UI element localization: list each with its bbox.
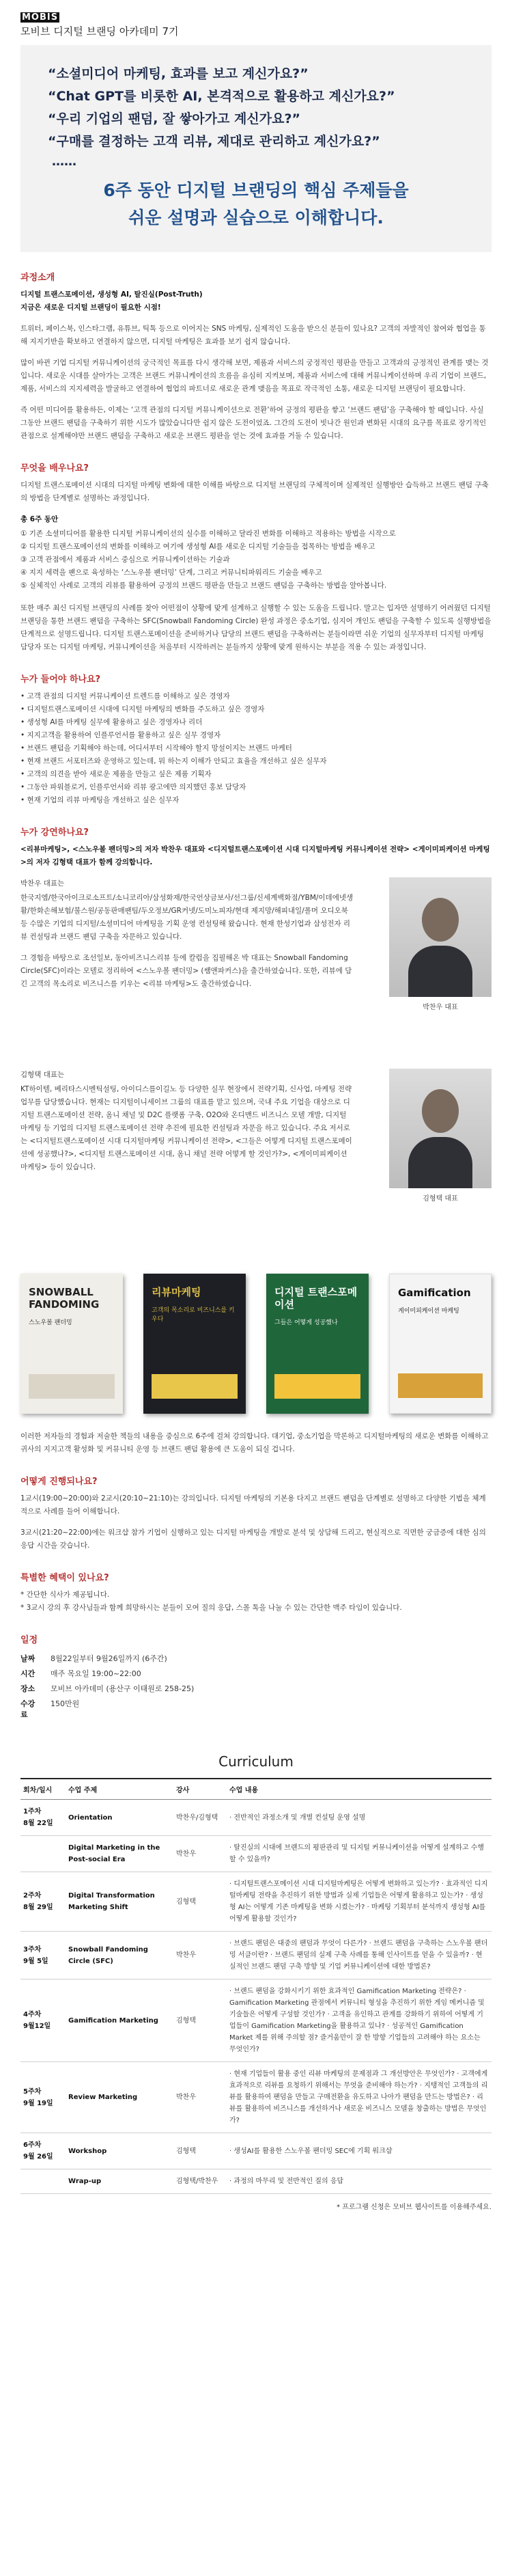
portrait-image (389, 1069, 492, 1188)
curriculum-title: Curriculum (218, 1753, 294, 1770)
content-cell: · 생성AI를 활용한 스노우볼 팬더밍 SEC에 기획 워크샵 (227, 2133, 492, 2169)
benefit-item: * 간단한 식사가 제공됩니다. (20, 1591, 110, 1599)
overview-paragraph: 즉 어떤 미디어를 활용하든, 이제는 ‘고객 관점의 디지털 커뮤니케이션으로 전환’하여 긍정의 평판을 쌓고 ‘브랜드 팬덤’을 구축해야 할 때입니다. 사실 그동안 브랜드 팬덤을 구축하기 위한 시도가 많았습니다만 쉽지 않은 도전이었죠. 그간의 도전이 빗나간 원인과 변화된 시대의 요구를 목표로 장기적인 관점으로 설계해야만 브랜드 팬덤을 구축하고 새로운 브랜드 평판을 얻는 것에 효과를 거둘 수 있습니다. (20, 406, 487, 440)
hero-question: “구매를 결정하는 고객 리뷰, 제대로 관리하고 계신가요?” (48, 134, 380, 149)
table-header-row (20, 1779, 492, 1800)
section-title: 무엇을 배우나요? (20, 463, 89, 474)
round-label: 3주차 (23, 1945, 42, 1954)
instructor-cell: 김형택/박찬우 (173, 2169, 227, 2194)
round-cell (20, 1979, 66, 2062)
subject-cell: Snowball Fandoming Circle (SFC) (66, 1932, 173, 1979)
round-cell (20, 1800, 66, 1836)
book-title: Gamification (398, 1287, 471, 1299)
book-cover (20, 1274, 123, 1414)
learn-item: ④ 지지 세력을 팬으로 육성하는 ‘스노우볼 팬더밍’ 단계, 그리고 커뮤니티파워리드 기술을 배우고 (20, 568, 322, 577)
column-header: 수업 주제 (66, 1779, 173, 1800)
book-title: 디지털 트랜스포메이션 (274, 1286, 358, 1311)
instructor-cell: 김형택 (173, 1872, 227, 1932)
instructor-name: 김형택 대표는 (20, 1071, 65, 1079)
subject-cell: Workshop (66, 2133, 173, 2169)
subject-cell: Wrap-up (66, 2169, 173, 2194)
instructor-text (20, 877, 355, 991)
overview-lead (20, 288, 492, 301)
instructor-name: 박찬우 대표는 (20, 879, 65, 888)
portrait-image (389, 877, 492, 997)
hero-main-line: 쉬운 설명과 실습으로 이해합니다. (128, 208, 384, 228)
instructor-bio: KT하이텔, 베리타스시멘틱설팅, 아이디스를이길노 등 다양한 실무 현장에서 전략기획, 신사업, 마케팅 전략 업무를 담당했습니다. 현재는 디지털이니세이브 그룹의 대표를 맡고 있으며, 국내 주요 기업을 대상으로 디지털 트랜스포메이션 전략, 옴니 채널 및 D2C 플랫폼 구축, O2O와 온디맨드 비즈니스 모델 개발, 디지털 마케팅 등 기업의 디지털 트랜스포메이션 전략 추진에 필요한 컨설팅과 자문을 하고 있습니다. 주요 저서로는 <디지털트랜스포메이션 시대 디지털마케팅 커뮤니케이션 전략>, <그들은 어떻게 디지털 트랜스포메이션에 성공했나?>, <디지털 트랜스포메이션 시대, 옴니 채널 전략 어떻게 할 것인가?>, <게이미피케이션 마케팅> 등이 있습니다. (20, 1085, 352, 1171)
book-covers (20, 1274, 492, 1414)
hero-question: “소셜미디어 마케팅, 효과를 보고 계신가요?” (48, 66, 309, 81)
overview-lead (20, 301, 492, 314)
content-cell: · 전반적인 과정소개 및 개별 컨설팅 운영 설명 (227, 1800, 492, 1836)
section-title: 특별한 혜택이 있나요? (20, 1573, 109, 1583)
round-date: 9월 5일 (23, 1957, 48, 1965)
audience-item: • 생성형 AI를 마케팅 실무에 활용하고 싶은 경영자나 리더 (20, 718, 203, 726)
table-row (20, 1979, 492, 2062)
round-date: 8월 29일 (23, 1904, 53, 1911)
subject-cell: Digital Transformation Marketing Shift (66, 1872, 173, 1932)
table-row (20, 1836, 492, 1872)
method-paragraph: 1교시(19:00~20:00)와 2교시(20:10~21:10)는 강의입니다. 디지털 마케팅의 기본용 다지고 브랜드 팬덤을 단계별로 설명하고 다양한 기법을 체계적으로 사례를 들어 이해합니다. (20, 1494, 486, 1516)
column-header: 수업 내용 (227, 1779, 492, 1800)
instructor-cell: 박찬우 (173, 1836, 227, 1872)
curriculum-section (20, 1753, 492, 2211)
schedule-value: 매주 목요일 19:00~22:00 (51, 1669, 141, 1678)
table-row (20, 2062, 492, 2133)
book-cover (389, 1274, 492, 1414)
subject-cell: Gamification Marketing (66, 1979, 173, 2062)
schedule-key: 시간 (20, 1669, 35, 1678)
learn-item: ① 기존 소셜미디어를 활용한 디지털 커뮤니케이션의 실수를 이해하고 달라진 변화를 이해하고 적용하는 방법을 시작으로 (20, 530, 396, 538)
learn-section (20, 461, 492, 654)
book-title: 리뷰마케팅 (152, 1286, 201, 1298)
audience-item: • 디지털트랜스포메이션 시대에 디지털 마케팅의 변화를 주도하고 싶은 경영자 (20, 705, 265, 713)
schedule-value: 150만원 (51, 1699, 80, 1708)
schedule-row (20, 1666, 203, 1681)
instructor-cell: 박찬우 (173, 1932, 227, 1979)
instructor-text (20, 1069, 355, 1174)
benefit-item: * 3교시 강의 후 강사님들과 함께 희망하시는 분들이 모여 질의 응답, 스몰 톡을 나눌 수 있는 간단한 맥주 타임이 있습니다. (20, 1604, 402, 1612)
section-title: 과정소개 (20, 273, 55, 283)
section-title: 어떻게 진행되나요? (20, 1477, 98, 1487)
content-cell: · 브랜드 팬덤은 대중의 팬덤과 무엇이 다른가? · 브랜드 팬덤을 구축하는 스노우볼 팬더밍 서클이란? · 브랜드 팬덤의 실제 구축 사례를 통해 인사이트를 얻을 수 있을까? · 현실적인 브랜드 팬덤 구축 방향 및 기업 커뮤니케이션에 대한 방법론? (227, 1932, 492, 1979)
hero-main-line: 6주 동안 디지털 브랜딩의 핵심 주제들을 (103, 180, 409, 200)
book-cover (143, 1274, 246, 1414)
round-cell (20, 2062, 66, 2133)
subject-cell: Orientation (66, 1800, 173, 1836)
schedule-key: 날짜 (20, 1654, 35, 1663)
instructors-section (20, 825, 492, 1456)
round-date: 9월 19일 (23, 2099, 53, 2107)
instructor-bio: 그 경험을 바탕으로 조선일보, 동아비즈니스리뷰 등에 칼럼을 집필해온 박 대표는 Snowball Fandoming Circle(SFC)이라는 모델로 정리하여 <스노우볼 팬더밍> (쌤앤파커스)을 출간하였습니다. 또한, 리뷰에 담긴 고객의 목소리로 비즈니스를 키우는 <리뷰 마케팅>도 출간하였습니다. (20, 954, 352, 988)
section-title: 누가 들어야 하나요? (20, 674, 101, 685)
audience-section (20, 672, 492, 807)
learn-intro: 디지털 트랜스포메이션 시대의 디지털 마케팅 변화에 대한 이해를 바탕으로 디지털 브랜딩의 구체적이며 실제적인 실행방안 습득하고 브랜드 팬덤 구축의 방법을 단계별로 설명하는 과정입니다. (20, 481, 489, 502)
table-row (20, 1932, 492, 1979)
audience-item: • 브랜드 팬덤을 기획해야 하는데, 어디서부터 시작해야 할지 망설이지는 브랜드 마케터 (20, 744, 292, 752)
learn-item: ⑤ 실체적인 사례로 고객의 리뷰를 활용하여 긍정의 브랜드 평판을 만들고 브랜드 팬덤을 구축하는 방법을 알아봅니다. (20, 581, 387, 590)
schedule-section (20, 1632, 492, 1722)
instructor-photo (389, 1069, 492, 1203)
hero-question: “Chat GPT를 비롯한 AI, 본격적으로 활용하고 계신가요?” (48, 89, 395, 104)
round-cell (20, 1932, 66, 1979)
round-cell (20, 1872, 66, 1932)
hero-banner (20, 45, 492, 252)
instructor-cell: 김형택 (173, 1979, 227, 2062)
book-subtitle: 게이미피케이션 마케팅 (398, 1308, 459, 1315)
instructor-profile-park (20, 877, 492, 1069)
course-title: 모비브 디지털 브랜딩 아카데미 7기 (20, 25, 179, 38)
instructor-photo (389, 877, 492, 1011)
schedule-key: 수강료 (20, 1699, 35, 1719)
schedule-key: 장소 (20, 1684, 35, 1693)
schedule-value: 모비브 아카데미 (용산구 이태원로 258-25) (51, 1684, 195, 1693)
round-date: 9월12일 (23, 2023, 51, 2030)
overview-lead-2: 지금은 새로운 디지털 브랜딩이 필요한 시점! (20, 303, 161, 312)
learn-count: 총 6주 동안 (20, 515, 59, 523)
book-subtitle: 스노우볼 팬더밍 (29, 1319, 72, 1326)
overview-section (20, 270, 492, 443)
schedule-row (20, 1696, 203, 1722)
schedule-row (20, 1651, 203, 1666)
section-title: 일정 (20, 1635, 38, 1645)
round-label: 1주차 (23, 1808, 42, 1815)
round-date: 8월 22일 (23, 1820, 53, 1827)
round-date: 9월 26일 (23, 2153, 53, 2161)
method-section (20, 1474, 492, 1552)
audience-item: • 현재 브랜드 서포터즈와 운영하고 있는데, 뭐 하는지 이해가 안되고 효율을 개선하고 싶은 실무자 (20, 757, 327, 765)
section-title: 누가 강연하나요? (20, 827, 89, 838)
learn-item: ② 디지털 트랜스포메이션의 변화를 이해하고 여기에 생성형 AI를 새로운 디지털 기술들을 접목하는 방법을 배우고 (20, 543, 375, 551)
table-row (20, 2133, 492, 2169)
photo-caption: 김형택 대표 (423, 1195, 458, 1203)
book-subtitle: 고객의 목소리로 비즈니스를 키우다 (152, 1307, 235, 1323)
round-label: 6주차 (23, 2141, 42, 2149)
round-cell (20, 2133, 66, 2169)
schedule-value: 8월22일부터 9월26일까지 (6주간) (51, 1654, 167, 1663)
instructor-profile-kim (20, 1069, 492, 1260)
audience-item: • 지지고객을 활용하여 인플루언서를 활용하고 싶은 실무 경영자 (20, 731, 221, 739)
instructor-cell: 김형택 (173, 2133, 227, 2169)
round-label: 5주차 (23, 2087, 42, 2096)
schedule-table (20, 1651, 203, 1722)
audience-item: • 고객 관점의 디지털 커뮤니케이션 트렌드를 이해하고 싶은 경영자 (20, 692, 230, 700)
table-row (20, 1872, 492, 1932)
instructor-bio: 한국지엠/한국아이크로소프트/소니코리아/삼성화재/한국언상금보사/선그룹/신세계백화점/YBM/이데에넷생활/한화손해보험/불스원/공동판매팬팀/두오정보/GR커넷/도미노피자/현대 제지망/해피내일/폴머 오디오북 등 수많은 기업의 디지털/소셜미디어 마케팅을 기획 운영 컨설팅해 왔습니다. 현재 한성기업과 삼성전자 리뷰 컨설팅과 브랜드 팬덤 구축을 자문하고 있습니다. (20, 894, 354, 941)
hero-ellipsis: …… (52, 154, 76, 169)
content-cell: · 브랜드 팬덤을 강화시키기 위한 효과적인 Gamification Marketing 전략은? · Gamification Marketing 관점에서 커뮤니티 형성을 추진하기 위한 게임 메커니즘 및 기술들은 어떻게 구성할 것인가? · 고객을 유인하고 관계를 강화하기 위하여 어떻게 기업들이 Gamification Marketing을 활용하고 있나? · 성공적인 Gamification Market 제를 위해 주의할 점? 즐거움만이 잘 한 방향 기업들의 고려해야 하는 요소는 무엇인가? (227, 1979, 492, 2062)
audience-item: • 현재 기업의 리뷰 마케팅을 개선하고 싶은 실무자 (20, 796, 180, 804)
round-label: 2주차 (23, 1892, 42, 1900)
schedule-row (20, 1681, 203, 1696)
overview-lead-1: 디지털 트랜스포메이션, 생성형 AI, 탈진실(Post-Truth) (20, 290, 203, 299)
round-label: 4주차 (23, 2011, 42, 2018)
curriculum-table (20, 1778, 492, 2194)
footnote: * 프로그램 신청은 모비브 웹사이트를 이용해주세요. (337, 2204, 492, 2211)
learn-item: ③ 고객 관점에서 제품과 서비스 중심으로 커뮤니케이션하는 기술과 (20, 556, 230, 564)
overview-paragraph: 트위터, 페이스북, 인스타그램, 유튜브, 틱톡 등으로 이어지는 SNS 마케팅, 실제적인 도움을 받으신 분들이 있나요? 고객의 자발적인 참여와 협업을 통해 지지기반을 확보하고 연결하지 않으면, 디지털 마케팅은 효과를 보기 쉽지 않습니다. (20, 325, 486, 346)
audience-item: • 그동안 파워블로거, 인플루언서와 리뷰 광고에만 의지했던 홍보 담당자 (20, 783, 246, 791)
instructors-intro: <리뷰마케팅>, <스노우볼 팬더밍>의 저자 박찬우 대표와 <디지털트랜스포메이션 시대 디지털마케팅 커뮤니케이션 전략> <게이미피케이션 마케팅>의 저자 김형택 대표가 함께 강의합니다. (20, 845, 490, 866)
content-cell: · 과정의 마무리 및 전반적인 질의 응답 (227, 2169, 492, 2194)
table-row (20, 1800, 492, 1836)
logo (20, 12, 492, 23)
hero-question: “우리 기업의 팬덤, 잘 쌓아가고 계신가요?” (48, 111, 300, 126)
content-cell: · 현재 기업들이 활용 중인 리뷰 마케팅의 문제점과 그 개선방안은 무엇인가? · 고객에게 효과적으로 리뷰를 요청하기 위해서는 무엇을 준비해야 하는가? · 지탱적인 고객들의 리뷰를 활용하여 팬덤을 만들고 구매전환을 유도하고 나아가 팬덤을 만드는 방법은? · 리뷰를 활용하여 비즈니스를 개선하거나 새로운 비즈니스 모델을 창출하는 방법은 무엇인가? (227, 2062, 492, 2133)
book-cover (266, 1274, 369, 1414)
overview-paragraph: 많이 바뀐 기업 디지털 커뮤니케이션의 궁극적인 목표를 다시 생각해 보면, 제품과 서비스의 궁정적인 평판을 만들고 고객과의 긍정적인 관계를 맺는 것입니다. 새로운 시대를 살아가는 고객은 브랜드 커뮤니케이션의 흐름을 유심히 지켜보며, 제품과 서비스에 대해 커뮤니케이션하며 우리 기업이 브랜드, 제품, 서비스의 지지세력을 발굴하고 연결하여 협업의 파트너로 새로운 관계 맺음을 목표로 작극적인 소통, 새로운 디지털 브랜딩이 필요합니다. (20, 359, 489, 393)
subject-cell: Review Marketing (66, 2062, 173, 2133)
benefit-section (20, 1570, 492, 1615)
audience-item: • 고객의 의견을 받아 새로운 제품을 만들고 싶은 제품 기획자 (20, 770, 212, 778)
column-header: 회차/일시 (20, 1779, 66, 1800)
page-header (20, 12, 492, 38)
instructors-closing: 이러한 저자들의 경험과 저술한 책들의 내용을 중심으로 6주에 걸쳐 강의합니다. 대기업, 중소기업을 막론하고 디지털마케팅의 새로운 변화를 이해하고 귀사의 지지고객 활성화 및 커뮤니티 운영 등 브랜드 팬덤 활용에 큰 도움이 되실 겁니다. (20, 1432, 489, 1453)
instructor-cell: 박찬우/김형택 (173, 1800, 227, 1836)
column-header: 강사 (173, 1779, 227, 1800)
instructor-cell: 박찬우 (173, 2062, 227, 2133)
table-row (20, 2169, 492, 2194)
round-cell (20, 1836, 66, 1872)
photo-caption: 박찬우 대표 (423, 1004, 458, 1011)
book-title: SNOWBALL FANDOMING (29, 1286, 100, 1311)
logo-text: MOBIS (22, 12, 59, 23)
subject-cell: Digital Marketing in the Post-social Era (66, 1836, 173, 1872)
book-subtitle: 그들은 어떻게 성공했나 (274, 1319, 338, 1326)
learn-paragraph: 또한 매주 최신 디지털 브랜딩의 사례를 찾아 어떤점이 상황에 맞게 설계하고 실행할 수 있는 도움을 드립니다. 말고는 입자만 설명하기 어려웠던 디지털 브랜딩을 통한 브랜드 팬덤을 구축하는 SFC(Snowball Fandoming Circle) 완성 과정은 중소기업, 심지어 개인도 팬덤을 구축할 수 있도록 실행방법을 단계적으로 설명드립니다. 디지털 트랜스포메이션을 준비하거나 담당의 브랜드 팬덤을 구축하려는 분들이라면 쉬운 기업의 실무자부터 디지털 마케팅 담당자 또는 디지털 마케팅, 커뮤니케이션을 처음부터 시작하려는 분들까지 상황에 맞게 원하시는 부분을 적용 수 있는 과정입니다. (20, 604, 492, 651)
method-paragraph: 3교시(21:20~22:00)에는 워크샵 참가 기업이 실행하고 있는 디지털 마케팅을 개발로 분석 및 상담해 드리고, 현실적으로 직면한 궁금증에 대한 심의 응답 시간을 갖습니다. (20, 1529, 486, 1550)
content-cell: · 디지털트랜스포메이션 시대 디지털마케팅은 어떻게 변화하고 있는가? · 효과적인 디지털마케팅 전략을 추진하기 위한 방법과 실제 기업들은 어떻게 활용하고 있는가? · 생성형 AI는 어떻게 기존 마케팅을 변화 시켰는가? · 마케팅 기획부터 분석까지 생성형 AI를 어떻게 활용할 것인가? (227, 1872, 492, 1932)
round-cell (20, 2169, 66, 2194)
content-cell: · 탈진실의 시대에 브랜드의 평판관리 및 디지털 커뮤니케이션을 어떻게 설계하고 수행할 수 있을까? (227, 1836, 492, 1872)
